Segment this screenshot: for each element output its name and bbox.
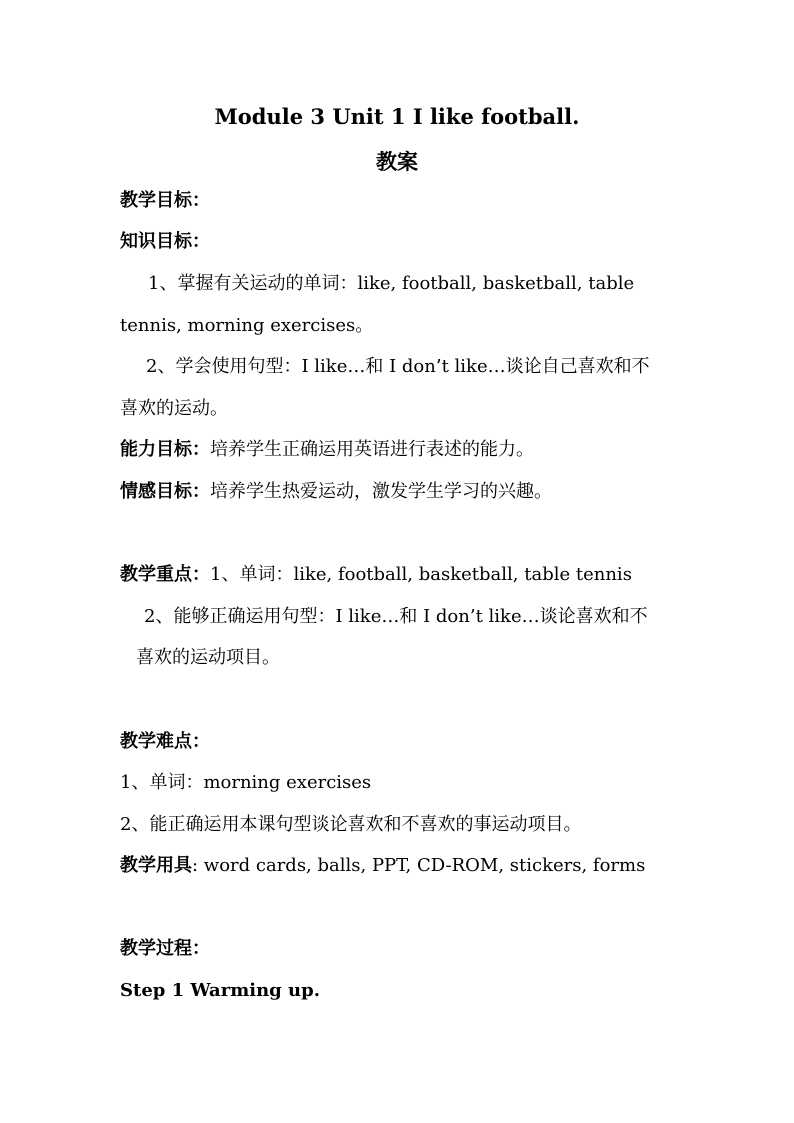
key-points-item-2-line2: 喜欢的运动项目。 bbox=[136, 647, 280, 668]
difficulties-item-1: 1、单词：morning exercises bbox=[120, 772, 372, 793]
teaching-aids-text: : word cards, balls, PPT, CD-ROM, stickers, forms bbox=[192, 855, 646, 876]
difficulties-item-2: 2、能正确运用本课句型谈论喜欢和不喜欢的事运动项目。 bbox=[120, 814, 582, 835]
document-title: Module 3 Unit 1 I like football. bbox=[214, 104, 580, 129]
ability-objective bbox=[120, 438, 534, 462]
knowledge-item-1-line2: tennis, morning exercises。 bbox=[120, 315, 374, 336]
knowledge-item-1-line1: 1、掌握有关运动的单词：like, football, basketball, table bbox=[148, 273, 635, 294]
key-points-label: 教学重点： bbox=[120, 564, 210, 585]
emotion-label: 情感目标： bbox=[120, 481, 210, 502]
document-subtitle: 教案 bbox=[376, 149, 418, 174]
ability-label: 能力目标： bbox=[120, 439, 210, 460]
process-heading: 教学过程： bbox=[120, 938, 210, 959]
step-1-heading: Step 1 Warming up. bbox=[120, 980, 320, 1001]
ability-text: 培养学生正确运用英语进行表述的能力。 bbox=[210, 439, 534, 460]
teaching-aids-label: 教学用具 bbox=[120, 855, 192, 876]
knowledge-heading: 知识目标： bbox=[120, 231, 210, 252]
knowledge-item-2-line1: 2、学会使用句型：I like…和 I don’t like…谈论自己喜欢和不 bbox=[146, 356, 650, 377]
objectives-heading: 教学目标： bbox=[120, 190, 210, 211]
key-points bbox=[120, 563, 632, 587]
key-points-item-1: 1、单词：like, football, basketball, table tennis bbox=[210, 564, 632, 585]
emotion-text: 培养学生热爱运动，激发学生学习的兴趣。 bbox=[210, 481, 552, 502]
emotion-objective bbox=[120, 480, 552, 504]
key-points-item-2-line1: 2、能够正确运用句型：I like…和 I don’t like…谈论喜欢和不 bbox=[144, 606, 648, 627]
knowledge-item-2-line2: 喜欢的运动。 bbox=[120, 398, 228, 419]
difficulties-heading: 教学难点： bbox=[120, 731, 210, 752]
teaching-aids bbox=[120, 854, 645, 878]
